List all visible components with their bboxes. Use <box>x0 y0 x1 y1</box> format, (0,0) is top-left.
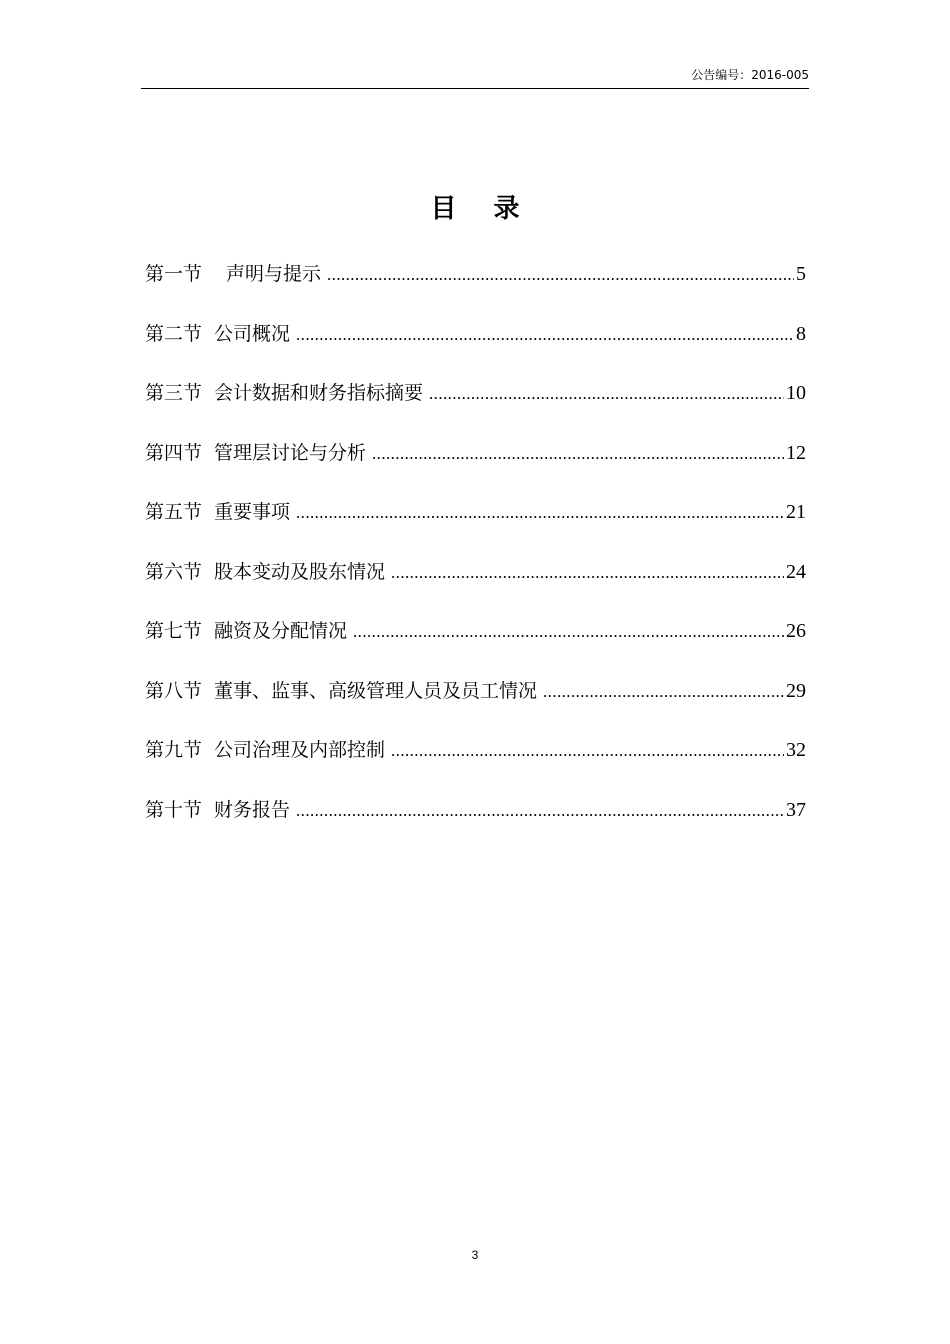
page-number: 3 <box>471 1248 479 1262</box>
toc-dot-leader <box>543 678 784 706</box>
toc-page-number: 5 <box>796 263 806 285</box>
toc-section-number: 第四节 <box>145 441 203 464</box>
toc-dot-leader <box>296 499 784 527</box>
toc-entry-1[interactable] <box>145 260 806 320</box>
toc-entry-2[interactable] <box>145 320 806 380</box>
toc-page-number: 21 <box>786 501 806 523</box>
toc-entry-9[interactable] <box>145 736 806 796</box>
toc-section-number: 第八节 <box>145 679 203 702</box>
toc-section-number: 第五节 <box>145 501 203 523</box>
toc-section-title: 财务报告 <box>214 798 291 821</box>
toc-dot-leader <box>353 618 784 646</box>
toc-section-number: 第三节 <box>145 382 203 404</box>
toc-section-title: 会计数据和财务指标摘要 <box>214 382 424 404</box>
page-title: 目 录 <box>430 194 534 224</box>
toc-section-number: 第九节 <box>145 739 203 761</box>
toc-dot-leader <box>327 261 794 289</box>
toc-section-title: 融资及分配情况 <box>214 620 348 642</box>
toc-section-title: 公司治理及内部控制 <box>214 739 386 761</box>
toc-dot-leader <box>429 380 784 408</box>
toc-dot-leader <box>391 737 784 765</box>
toc-entry-7[interactable] <box>145 617 806 677</box>
toc-dot-leader <box>296 797 784 825</box>
toc-entry-6[interactable] <box>145 558 806 618</box>
toc-page-number: 32 <box>786 739 806 761</box>
toc-section-title: 管理层讨论与分析 <box>214 441 367 464</box>
toc-section-number: 第一节 <box>145 263 203 285</box>
toc-page-number: 26 <box>786 620 806 642</box>
toc-page-number: 24 <box>786 560 806 583</box>
toc-entry-4[interactable] <box>145 439 806 499</box>
toc-entry-10[interactable] <box>145 796 806 856</box>
toc-entry-8[interactable] <box>145 677 806 737</box>
toc-page-number: 12 <box>786 441 806 464</box>
toc-section-title: 重要事项 <box>214 501 291 523</box>
toc-section-title: 公司概况 <box>214 322 291 345</box>
toc-section-number: 第二节 <box>145 322 203 345</box>
toc-dot-leader <box>296 321 794 349</box>
toc-dot-leader <box>372 440 784 468</box>
toc-section-number: 第七节 <box>145 620 203 642</box>
toc-section-number: 第六节 <box>145 560 203 583</box>
toc-page-number: 10 <box>786 382 806 404</box>
toc-section-title: 声明与提示 <box>226 263 322 285</box>
toc-entry-3[interactable] <box>145 379 806 439</box>
toc-section-number: 第十节 <box>145 798 203 821</box>
page-header <box>141 66 809 89</box>
toc-section-title: 董事、监事、高级管理人员及员工情况 <box>214 679 538 702</box>
table-of-contents <box>145 260 806 855</box>
toc-page-number: 29 <box>786 679 806 702</box>
toc-dot-leader <box>391 559 784 587</box>
toc-entry-5[interactable] <box>145 498 806 558</box>
toc-page-number: 8 <box>796 322 806 345</box>
toc-section-title: 股本变动及股东情况 <box>214 560 386 583</box>
announcement-number: 公告编号：2016-005 <box>691 68 809 82</box>
toc-page-number: 37 <box>786 798 806 821</box>
